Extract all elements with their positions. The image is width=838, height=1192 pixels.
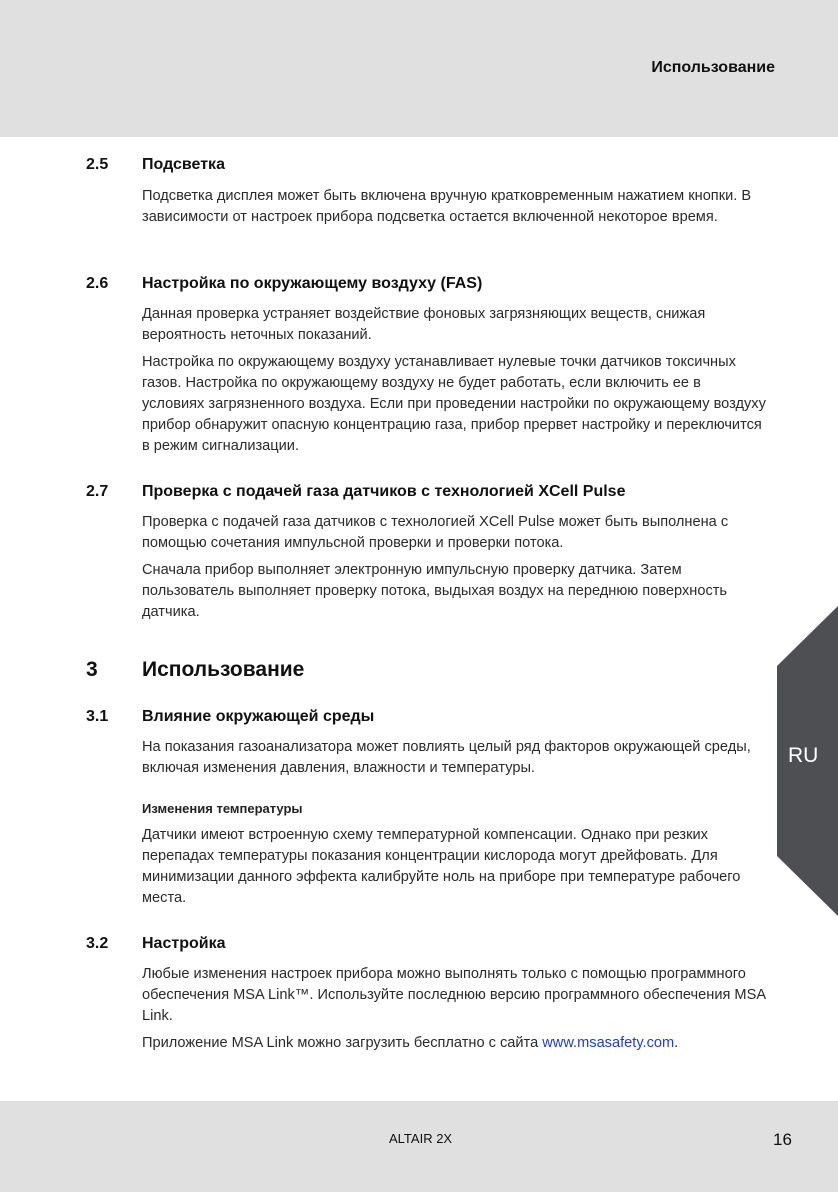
paragraph: Данная проверка устраняет воздействие фоновых загрязняющих веществ, снижая вероятность неточных показаний.: [142, 306, 706, 343]
paragraph: На показания газоанализатора может повлиять целый ряд факторов окружающей среды, включая изменения давления, влажности и температуры.: [142, 739, 751, 776]
section-number: 3.1: [86, 708, 109, 725]
paragraph: Любые изменения настроек прибора можно выполнять только с помощью программного обеспечения MSA Link™. Используйте последнюю версию программного обеспечения MSA Link.: [142, 966, 766, 1024]
download-end: .: [674, 1035, 679, 1051]
chapter-title: Использование: [142, 658, 305, 681]
paragraph: Датчики имеют встроенную схему температурной компенсации. Однако при резких перепадах температуры показания концентрации кислорода могут дрейфовать. Для минимизации данного эффекта калибруйте ноль на приборе при температуре рабочего места.: [142, 827, 741, 906]
website-link[interactable]: www.msasafety.com: [542, 1035, 675, 1051]
paragraph: Сначала прибор выполняет электронную импульсную проверку датчика. Затем пользователь выполняет проверку потока, выдыхая воздух на переднюю поверхность датчика.: [142, 562, 728, 620]
running-header-title: Использование: [651, 59, 775, 76]
paragraph: Проверка с подачей газа датчиков с технологией XCell Pulse может быть выполнена с помощью сочетания импульсной проверки и проверки потока.: [142, 514, 729, 551]
subheading: Изменения температуры: [142, 801, 303, 816]
section-number: 2.6: [86, 275, 109, 292]
section-title: Настройка по окружающему воздуху (FAS): [142, 275, 483, 292]
download-paragraph: [142, 1033, 767, 1054]
section-number: 2.7: [86, 483, 109, 500]
language-code: RU: [788, 744, 819, 767]
section-title: Подсветка: [142, 156, 225, 173]
paragraph: Настройка по окружающему воздуху устанавливает нулевые точки датчиков токсичных газов. Настройка по окружающему воздуху не будет работать, если включить ее в условиях загрязненного воздуха. Если при проведении настройки по окружающему воздуху прибор обнаружит опасную концентрацию газа, прибор прервет настройку и переключится в режим сигнализации.: [142, 354, 766, 454]
section-title: Настройка: [142, 935, 226, 952]
download-text: Приложение MSA Link можно загрузить бесплатно с сайта: [142, 1035, 543, 1051]
section-number: 2.5: [86, 156, 109, 173]
page-header: [0, 0, 838, 137]
footer-product-name: ALTAIR 2X: [389, 1131, 453, 1146]
section-number: 3.2: [86, 935, 109, 952]
page-footer: [0, 1101, 838, 1192]
section-title: Влияние окружающей среды: [142, 708, 375, 725]
page-number: 16: [773, 1130, 792, 1149]
chapter-number: 3: [86, 658, 98, 681]
section-title: Проверка с подачей газа датчиков с технологией XCell Pulse: [142, 483, 626, 500]
paragraph: Подсветка дисплея может быть включена вручную кратковременным нажатием кнопки. В зависимости от настроек прибора подсветка остается включенной некоторое время.: [142, 188, 752, 225]
